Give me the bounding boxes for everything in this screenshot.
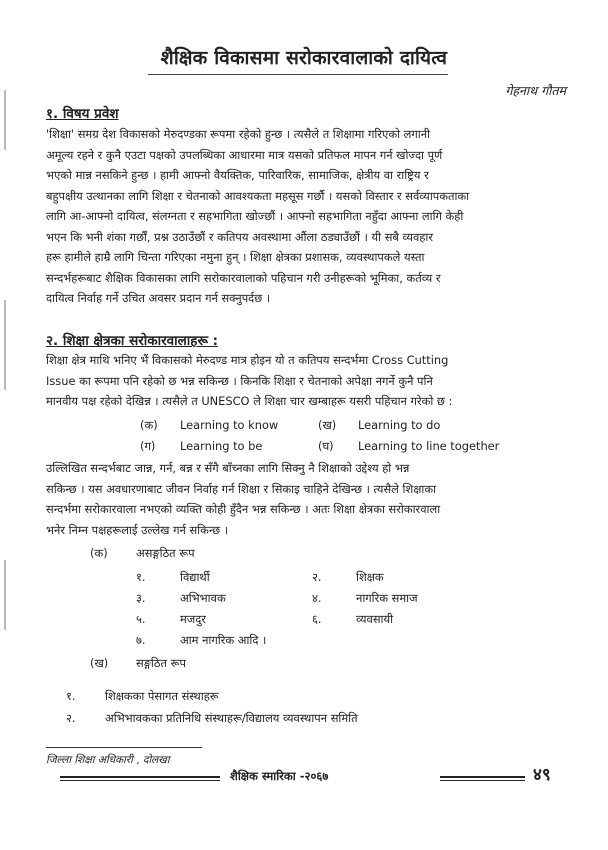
section-2-body	[46, 458, 566, 540]
paragraph-line: सन्दर्भमा सरोकारवाला नभएको व्यक्ति कोही हुँदैन भन्न सकिन्छ । अतः शिक्षा क्षेत्रका सरोकारवाला	[46, 502, 441, 516]
section-2-heading: २. शिक्षा क्षेत्रका सरोकारवालाहरू :	[46, 333, 219, 349]
paragraph-line: Issue का रूपमा पनि रहेको छ भन्न सकिन्छ । किनकि शिक्षा र चेतनाको अपेक्षा नगर्ने कुनै पनि	[46, 373, 433, 388]
section-1-paragraph	[46, 124, 566, 309]
item-number: ४.	[312, 591, 322, 605]
item-text: नागरिक समाज	[356, 591, 418, 605]
item-number: ५.	[136, 612, 146, 626]
paragraph-line: भएन कि भनी शंका गर्छौं, प्रश्न उठाउँछौं र कतिपय अवस्थामा औंला ठड्याउँछौं । यी सबै व्यवहार	[46, 229, 434, 244]
pillar-text: Learning to line together	[358, 439, 500, 453]
item-text: व्यवसायी	[356, 612, 394, 626]
pillar-marker: (ग)	[140, 439, 156, 453]
item-number: १.	[66, 689, 76, 703]
journal-name: शैक्षिक स्मारिका -२०६७	[230, 769, 329, 783]
footer-rule	[60, 780, 220, 781]
list-marker: (क)	[90, 546, 108, 560]
pillar-text: Learning to be	[180, 439, 263, 453]
paragraph-line: हरू हामीले हाम्रै लागि चिन्ता गरिएका नमुना हुन् । शिक्षा क्षेत्रका प्रशासक, व्यवस्थापकले यस्ता	[46, 250, 425, 264]
item-text: विद्यार्थी	[180, 570, 210, 584]
item-text: अभिभावकका प्रतिनिधि संस्थाहरू/विद्यालय व्यवस्थापन समिति	[105, 711, 358, 725]
page-number: ४९	[533, 765, 551, 785]
paragraph-line: लागि आ-आफ्नो दायित्व, संलग्नता र सहभागिता खोज्छौं । आफ्नो सहभागिता नहुँदा आफ्ना लागि केही	[46, 209, 464, 223]
item-text: शिक्षक	[356, 570, 384, 584]
pillar-marker: (घ)	[318, 439, 334, 453]
paragraph-line: बहुपक्षीय उत्थानका लागि शिक्षा र चेतनाको आवश्यकता महसूस गर्छौ । यसको विस्तार र सर्वव्यापकताका	[46, 188, 470, 203]
section-2-intro	[46, 350, 566, 412]
item-number: २.	[66, 711, 76, 725]
paragraph-line: भनेर निम्न पक्षहरूलाई उल्लेख गर्न सकिन्छ ।	[46, 522, 229, 537]
scan-edge-mark	[4, 90, 6, 150]
list-marker: (ख)	[90, 656, 109, 670]
pillar-text: Learning to know	[180, 418, 279, 432]
item-text: अभिभावक	[180, 591, 226, 605]
footer-rule	[440, 776, 525, 778]
paragraph-line: मानवीय पक्ष रहेको देखिन्न । त्यसैले त UNESCO ले शिक्षा चार खम्बाहरू यसरी पहिचान गरेको छ :	[46, 394, 453, 408]
paragraph-line: उल्लिखित सन्दर्भबाट जान्न, गर्न, बन्न र सँगै बाँच्नका लागि सिक्नु नै शिक्षाको उद्देश्य हो भन्न	[46, 461, 410, 475]
item-number: १.	[136, 570, 146, 584]
paragraph-line: सन्दर्भहरूबाट शैक्षिक विकासका लागि सरोकारवालाको पहिचान गरी उनीहरूको भूमिका, कर्तव्य र	[46, 270, 441, 285]
paragraph-line: सकिन्छ । यस अवधारणाबाट जीवन निर्वाह गर्न शिक्षा र सिकाइ चाहिने देखिन्छ । त्यसैले शिक्षाका	[46, 481, 437, 496]
item-text: आम नागरिक आदि ।	[180, 633, 267, 647]
pillar-text: Learning to do	[358, 418, 441, 432]
item-number: ६.	[312, 612, 322, 626]
item-text: मजदुर	[180, 612, 206, 626]
paragraph-line: भएको मान्न नसकिने हुन्छ । हामी आफ्नो वैयक्तिक, पारिवारिक, सामाजिक, क्षेत्रीय वा राष्ट्रिय र	[46, 168, 429, 182]
item-text: शिक्षकका पेसागत संस्थाहरू	[105, 689, 219, 703]
pillar-marker: (क)	[140, 418, 158, 432]
footer-rule	[440, 780, 525, 781]
item-number: ३.	[136, 591, 146, 605]
footer-rule	[60, 776, 220, 778]
author-designation: जिल्ला शिक्षा अधिकारी , दोलखा	[46, 754, 170, 766]
paragraph-line: अमूल्य रहने र कुनै एउटा पक्षको उपलब्धिका आधारमा मात्र यसको प्रतिफल मापन गर्न खोज्दा पूर्ण	[46, 147, 443, 162]
paragraph-line: शिक्षा क्षेत्र माथि भनिए भैं विकासको मेरुदण्ड मात्र होइन यो त कतिपय सन्दर्भमा Cross Cutting	[46, 353, 449, 367]
scan-edge-mark	[4, 300, 6, 390]
scan-edge-mark	[4, 560, 6, 630]
title-underline	[148, 74, 448, 75]
item-number: २.	[312, 570, 322, 584]
section-1-heading: १. विषय प्रवेश	[46, 106, 119, 122]
author-name: गेहनाथ गौतम	[505, 83, 566, 98]
paragraph-line: दायित्व निर्वाह गर्ने उचित अवसर प्रदान गर्न सक्नुपर्दछ ।	[46, 291, 271, 305]
list-label: सङ्गठित रूप	[136, 656, 186, 670]
article-title: शैक्षिक विकासमा सरोकारवालाको दायित्व	[160, 47, 448, 69]
pillar-marker: (ख)	[318, 418, 337, 432]
paragraph-line: 'शिक्षा' समग्र देश विकासको मेरुदण्डका रूपमा रहेको हुन्छ । त्यसैले त शिक्षामा गरिएको लगानी	[46, 127, 431, 141]
list-label: असङ्गठित रूप	[136, 546, 195, 560]
footnote-rule	[46, 747, 202, 748]
item-number: ७.	[136, 633, 146, 647]
